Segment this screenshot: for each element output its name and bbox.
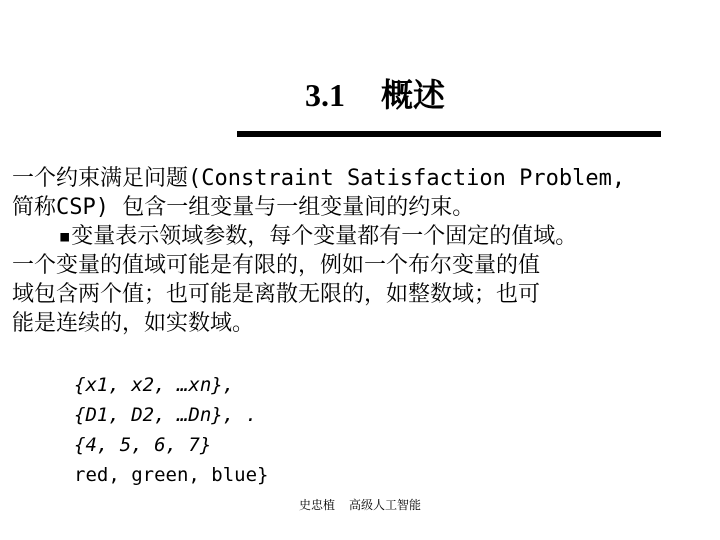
title-underline bbox=[237, 131, 661, 137]
example-variables: {x1, x2, …xn}, bbox=[74, 374, 235, 396]
body-line: 简称CSP) 包含一组变量与一组变量间的约束。 bbox=[12, 195, 475, 220]
body-line: 域包含两个值；也可能是离散无限的，如整数域；也可 bbox=[12, 282, 541, 307]
body-line: 能是连续的，如实数域。 bbox=[12, 311, 255, 336]
body-line: 一个变量的值域可能是有限的，例如一个布尔变量的值 bbox=[12, 253, 541, 278]
slide-title bbox=[0, 70, 720, 120]
title-text: 概述 bbox=[380, 77, 445, 113]
example-domains: {D1, D2, …Dn}, . bbox=[74, 404, 258, 426]
title-number: 3.1 bbox=[304, 77, 345, 113]
body-paragraph bbox=[12, 164, 712, 338]
bullet-line: ▪变量表示领域参数，每个变量都有一个固定的值域。 bbox=[58, 224, 578, 249]
body-line: 一个约束满足问题(Constraint Satisfaction Problem, bbox=[12, 166, 626, 191]
example-colors: red, green, blue} bbox=[74, 464, 269, 486]
example-finite-domain: {4, 5, 6, 7} bbox=[74, 434, 212, 456]
footer bbox=[0, 497, 720, 513]
footer-author: 史忠植 bbox=[298, 498, 335, 512]
footer-course: 高级人工智能 bbox=[349, 498, 422, 512]
examples-block bbox=[74, 370, 674, 490]
